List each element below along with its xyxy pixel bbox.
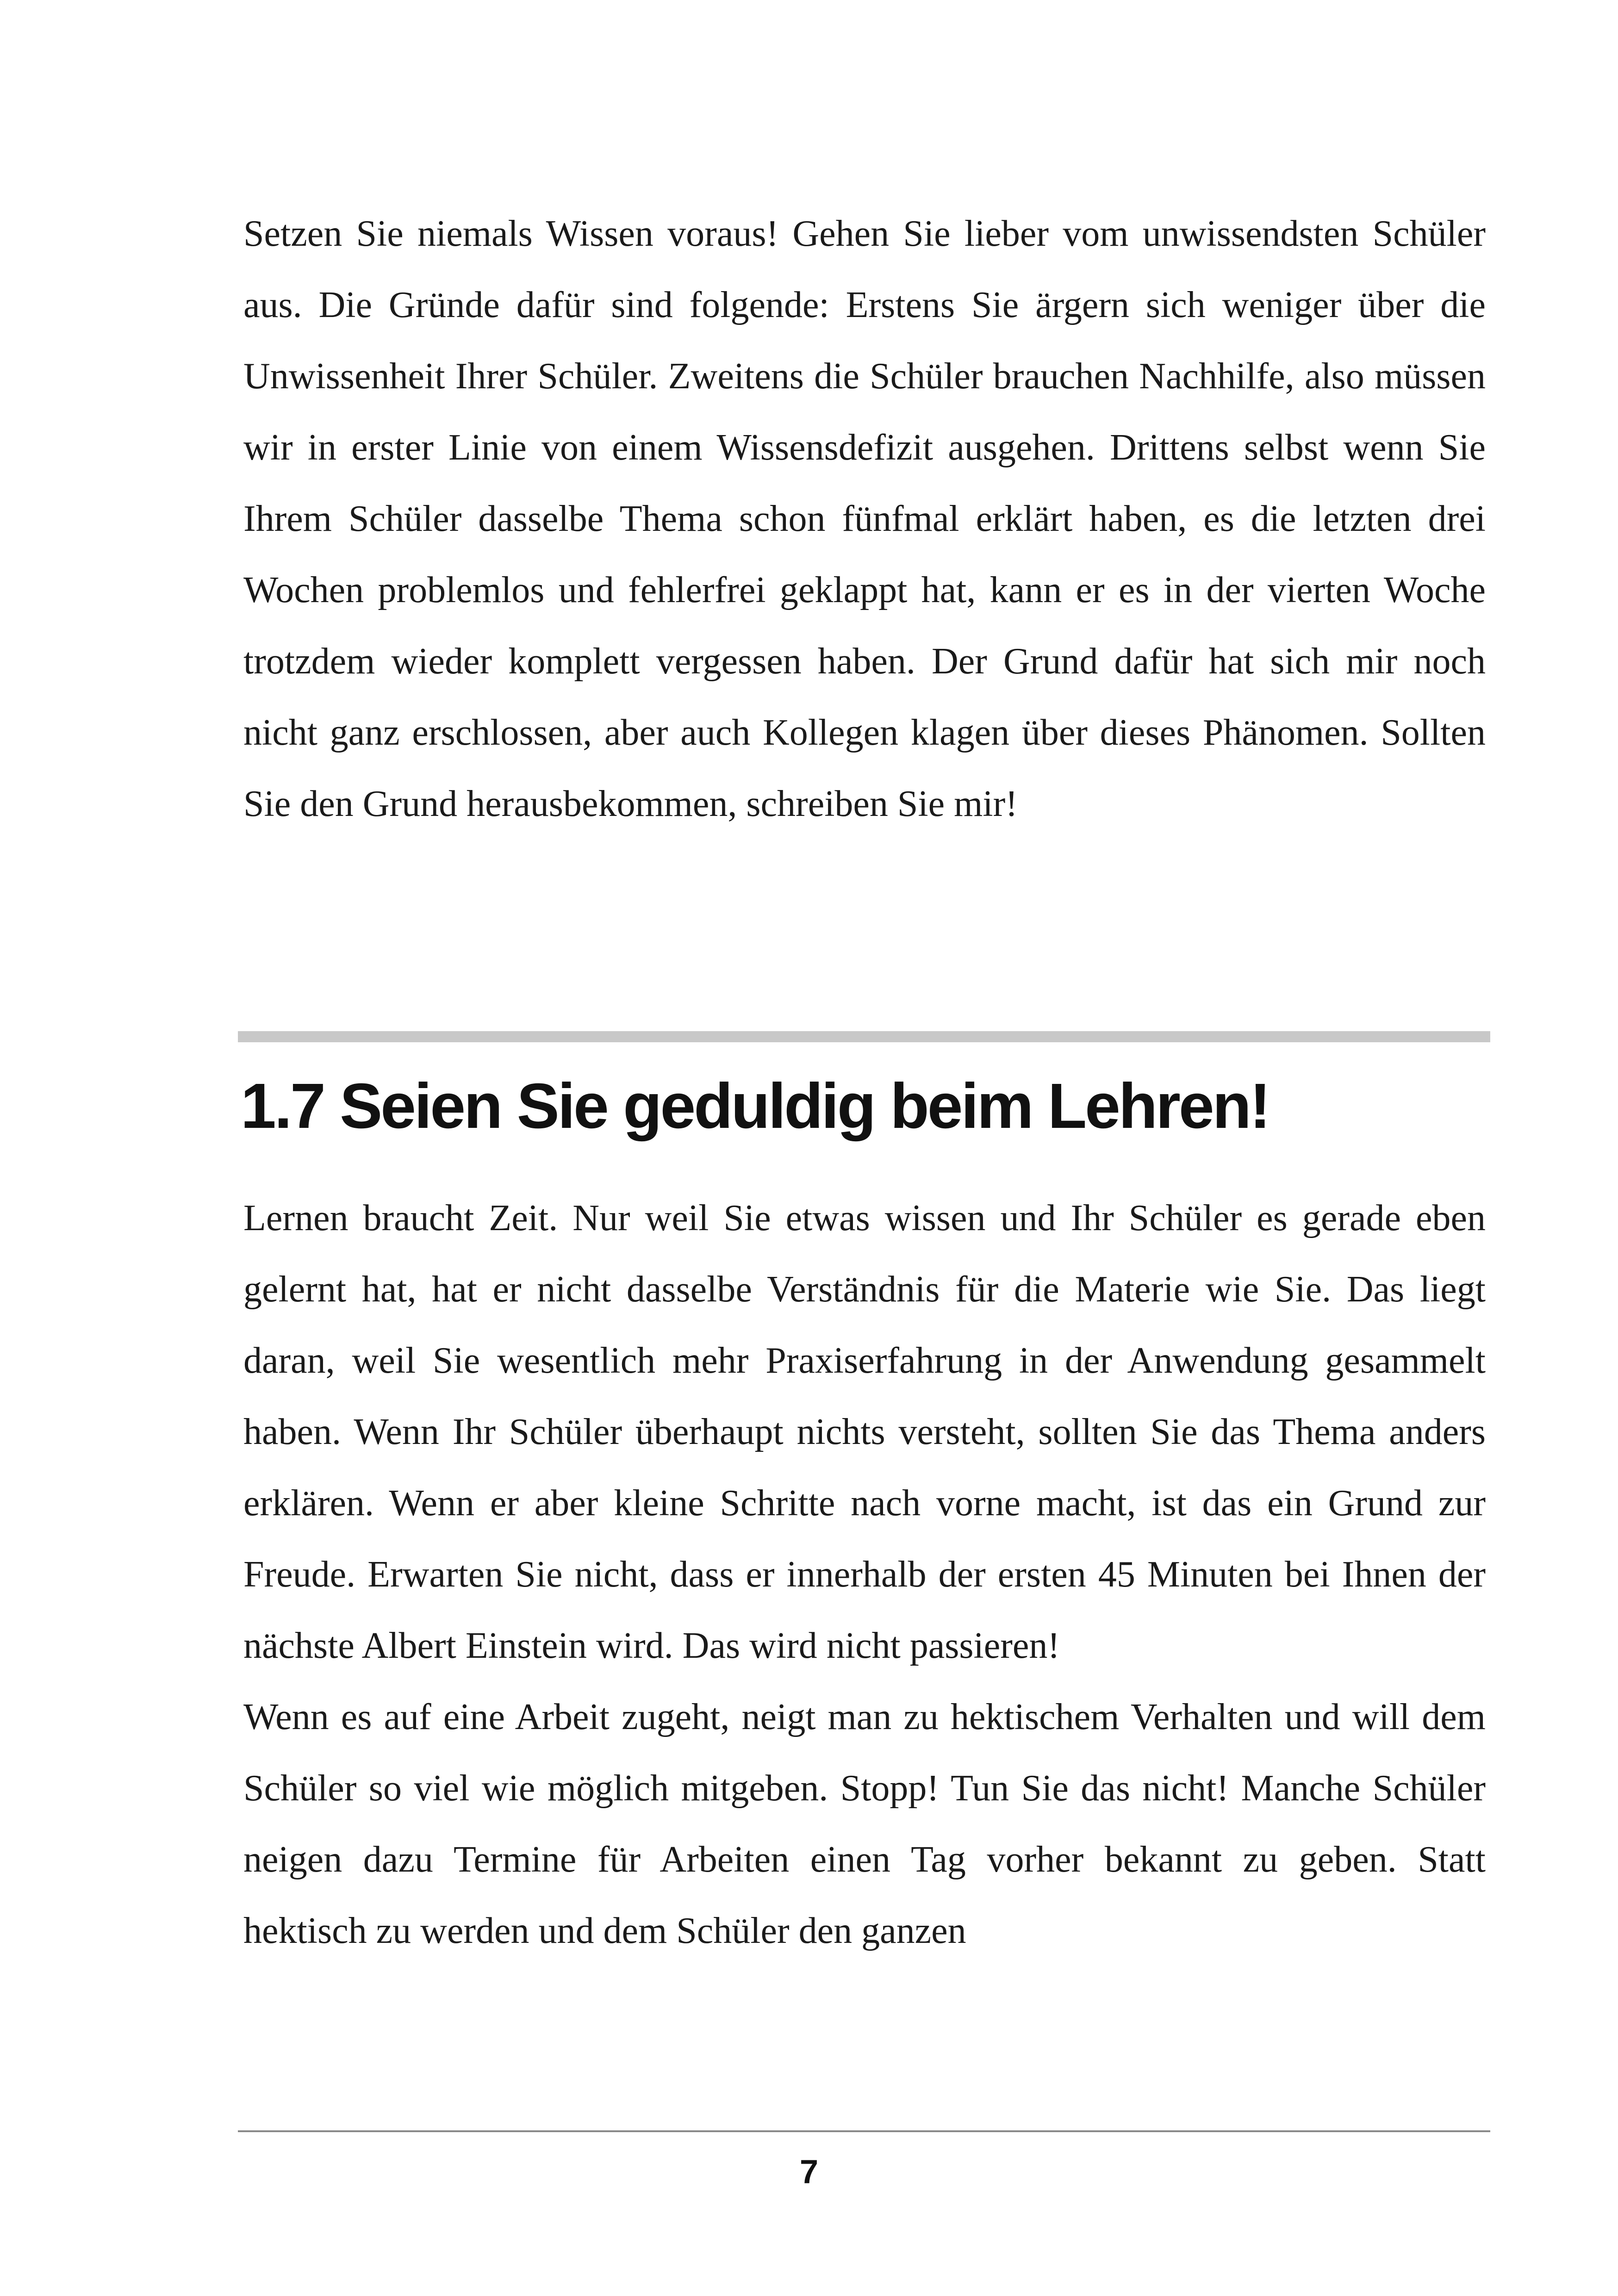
intro-paragraph: Setzen Sie niemals Wissen voraus! Gehen Sie lieber vom unwissendsten Schüler aus. Die Gründe dafür sind folgende: Erstens Sie ärgern sich weniger über die Unwissenheit Ihrer Schüler. Zweitens die Schüler brauchen Nachhilfe, also müssen wir in erster Linie von einem Wissensdefizit ausgehen. Drittens selbst wenn Sie Ihrem Schüler dasselbe Thema schon fünfmal erklärt haben, es die letzten drei Wochen problemlos und fehlerfrei geklappt hat, kann er es in der vierten Woche trotzdem wieder komplett vergessen haben. Der Grund dafür hat sich mir noch nicht ganz erschlossen, aber auch Kollegen klagen über dieses Phänomen. Sollten Sie den Grund herausbekommen, schreiben Sie mir!: [243, 213, 1486, 824]
page-number: 7: [799, 2153, 819, 2190]
footer-divider: [238, 2130, 1490, 2132]
section-divider: [238, 1031, 1490, 1042]
section-paragraph-2: Wenn es auf eine Arbeit zugeht, neigt man zu hektischem Verhalten und will dem Schüler so viel wie möglich mitgeben. Stopp! Tun Sie das nicht! Manche Schüler neigen dazu Termine für Arbeiten einen Tag vorher bekannt zu geben. Statt hektisch zu werden und dem Schüler den ganzen: [243, 1697, 1486, 1951]
section-body: [243, 1182, 1486, 1966]
section-heading: 1.7 Seien Sie geduldig beim Lehren!: [241, 1070, 1269, 1142]
intro-paragraph-block: [243, 198, 1486, 840]
section-paragraph-1: Lernen braucht Zeit. Nur weil Sie etwas wissen und Ihr Schüler es gerade eben gelernt hat, hat er nicht dasselbe Verständnis für die Materie wie Sie. Das liegt daran, weil Sie wesentlich mehr Praxiserfahrung in der Anwendung gesammelt haben. Wenn Ihr Schüler überhaupt nichts versteht, sollten Sie das Thema anders erklären. Wenn er aber kleine Schritte nach vorne macht, ist das ein Grund zur Freude. Erwarten Sie nicht, dass er innerhalb der ersten 45 Minuten bei Ihnen der nächste Albert Einstein wird. Das wird nicht passieren!: [243, 1198, 1486, 1666]
